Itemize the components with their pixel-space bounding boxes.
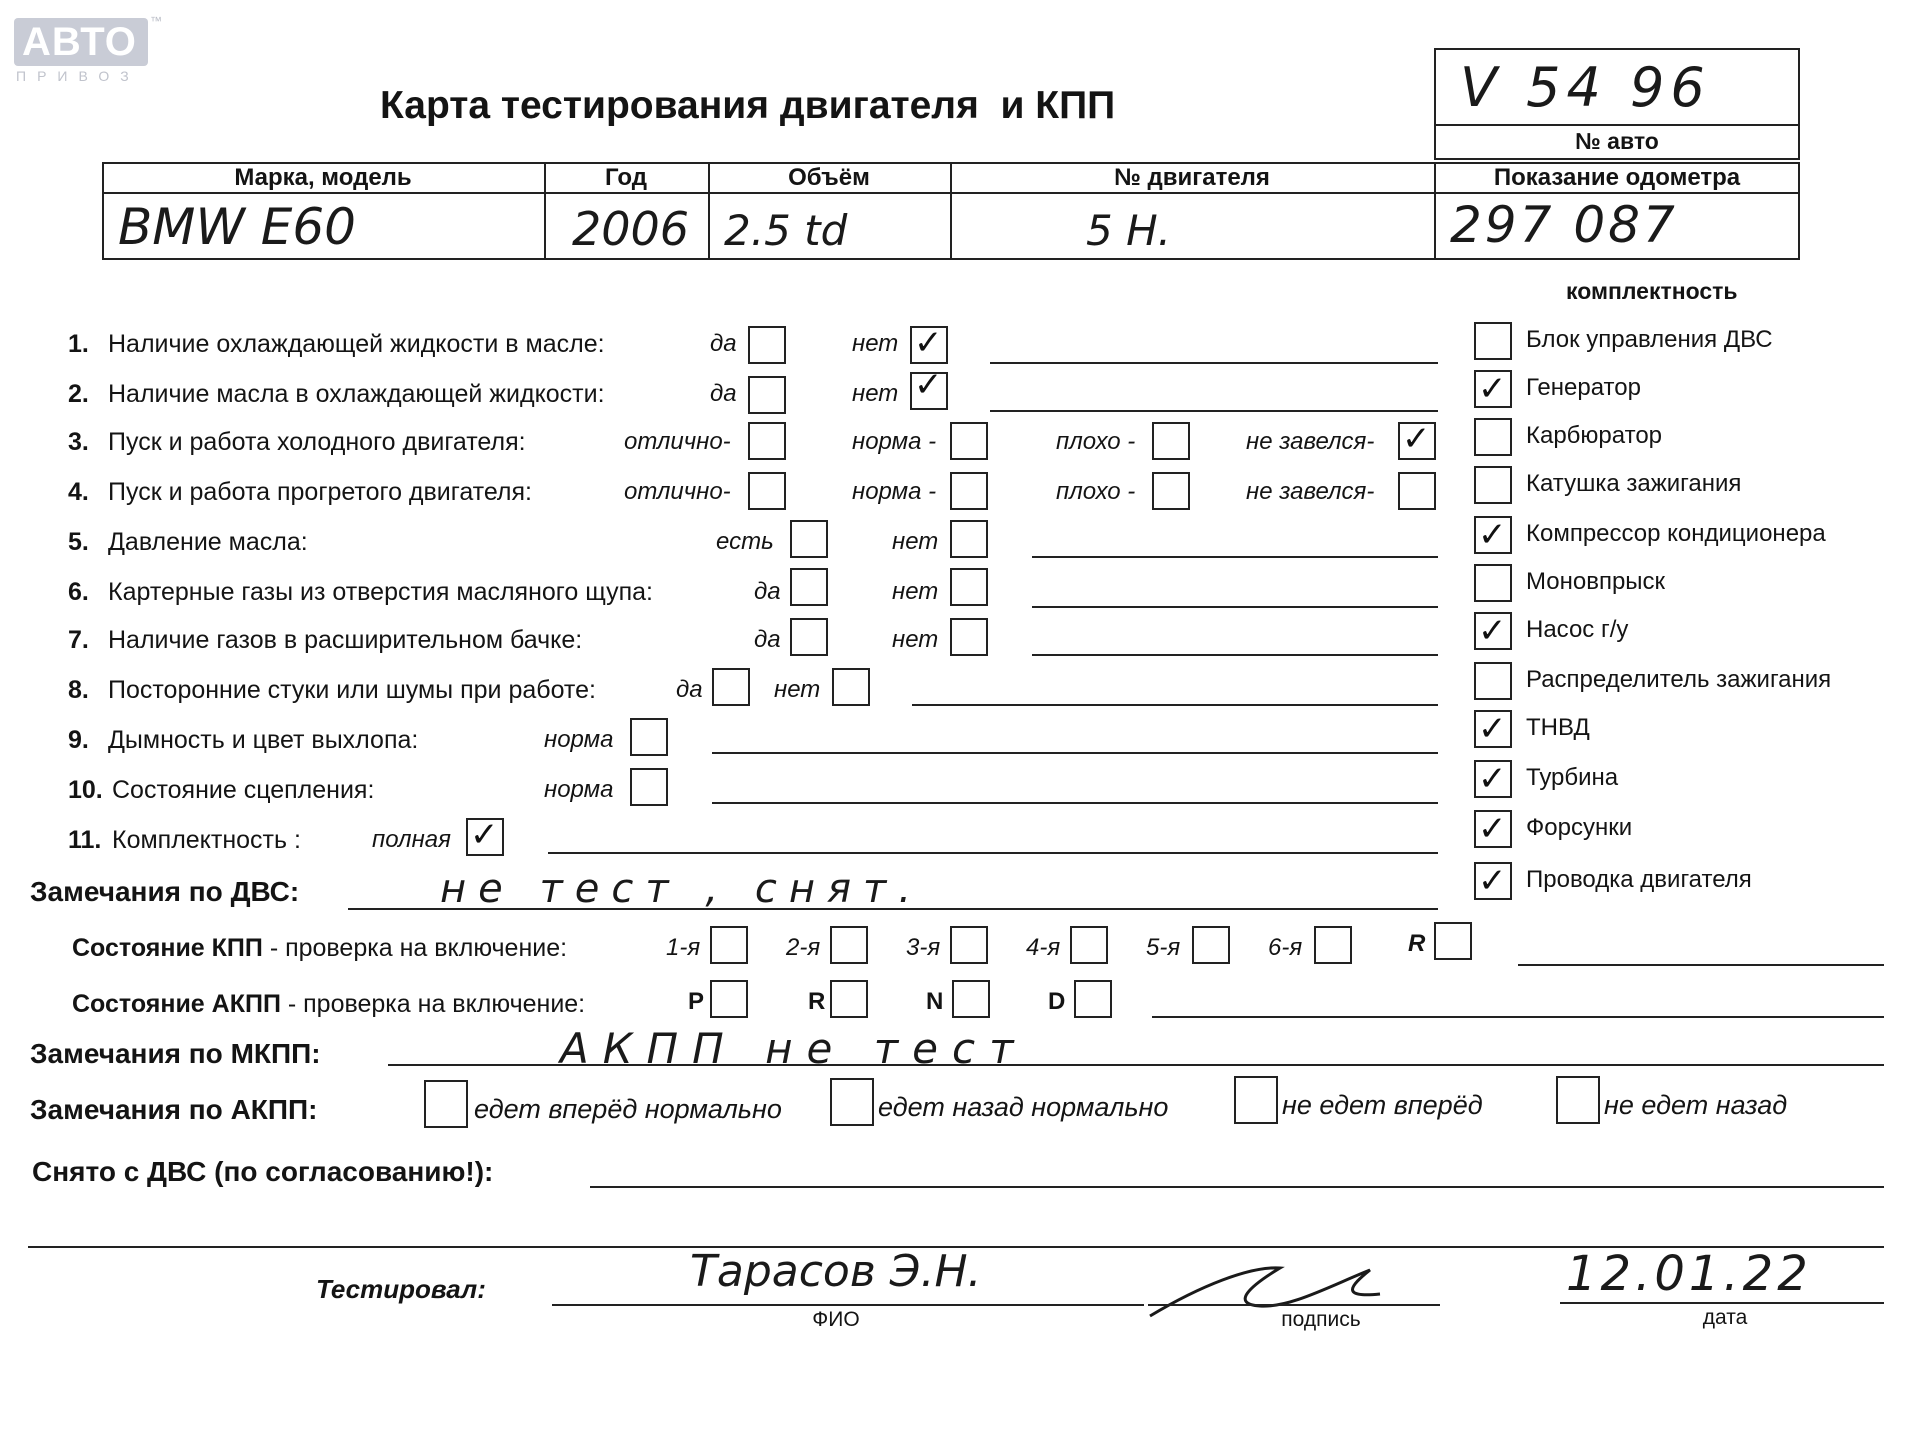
komplekt-item-label: Проводка двигателя bbox=[1526, 866, 1752, 893]
q2-opt-no: нет bbox=[852, 380, 899, 407]
q3-not-started-checkbox[interactable] bbox=[1398, 419, 1436, 460]
q4-bad-checkbox[interactable] bbox=[1152, 472, 1190, 510]
q1-yes-checkbox[interactable] bbox=[748, 326, 786, 364]
date-value: 12.01.22 bbox=[1566, 1246, 1812, 1302]
page-title: Карта тестирования двигателя и КПП bbox=[380, 84, 1116, 127]
check-mark-icon: ✓ bbox=[1478, 369, 1507, 409]
col-header-volume: Объём bbox=[788, 164, 870, 191]
q5-comment-line bbox=[1032, 556, 1438, 558]
q2-text: Наличие масла в охлаждающей жидкости: bbox=[108, 380, 605, 408]
akpp-no-forward-label: не едет вперёд bbox=[1282, 1090, 1483, 1120]
q8-yes-checkbox[interactable] bbox=[712, 668, 750, 706]
komplekt-checkbox-8[interactable] bbox=[1474, 710, 1512, 748]
kpp-gear-3-checkbox[interactable] bbox=[950, 926, 988, 964]
kpp-gear-5: 5-я bbox=[1146, 934, 1181, 961]
q4-opt-normal: норма - bbox=[852, 478, 937, 505]
akpp-mode-d: D bbox=[1048, 988, 1066, 1015]
komplekt-title: комплектность bbox=[1566, 278, 1738, 304]
remarks-mkpp-value: АКПП не тест bbox=[560, 1024, 1028, 1073]
q7-number: 7. bbox=[68, 626, 89, 654]
komplekt-item-label: Моновпрыск bbox=[1526, 568, 1666, 595]
kpp-gear-4-checkbox[interactable] bbox=[1070, 926, 1108, 964]
q6-text: Картерные газы из отверстия масляного щупа: bbox=[108, 578, 653, 606]
komplekt-checkbox-2[interactable] bbox=[1474, 418, 1512, 456]
kpp-suffix: - проверка на включение: bbox=[269, 934, 568, 962]
q10-number: 10. bbox=[68, 776, 103, 804]
removed-label: Снято с ДВС (по согласованию!): bbox=[32, 1156, 494, 1187]
q6-opt-no: нет bbox=[892, 578, 939, 605]
q5-text: Давление масла: bbox=[108, 528, 308, 556]
q2-comment-line bbox=[990, 410, 1438, 412]
col-header-year: Год bbox=[605, 164, 647, 191]
komplekt-item-label: Катушка зажигания bbox=[1526, 470, 1742, 497]
akpp-suffix: - проверка на включение: bbox=[287, 990, 586, 1018]
q11-text: Комплектность : bbox=[112, 826, 301, 854]
q3-opt-bad: плохо - bbox=[1056, 428, 1136, 455]
q1-opt-yes: да bbox=[710, 330, 737, 357]
q6-yes-checkbox[interactable] bbox=[790, 568, 828, 606]
komplekt-item-label: Насос г/у bbox=[1526, 616, 1629, 643]
q5-no-checkbox[interactable] bbox=[950, 520, 988, 558]
q8-opt-yes: да bbox=[676, 676, 703, 703]
akpp-comment-line bbox=[1152, 1016, 1884, 1018]
komplekt-checkbox-6[interactable] bbox=[1474, 612, 1512, 650]
komplekt-checkbox-10[interactable] bbox=[1474, 810, 1512, 848]
kpp-comment-line bbox=[1518, 964, 1884, 966]
check-mark-icon: ✓ bbox=[1402, 419, 1431, 459]
kpp-gear-1: 1-я bbox=[666, 934, 701, 961]
q8-no-checkbox[interactable] bbox=[832, 668, 870, 706]
fio-line bbox=[552, 1304, 1144, 1306]
q11-number: 11. bbox=[68, 826, 102, 854]
q3-opt-normal: норма - bbox=[852, 428, 937, 455]
q4-opt-excellent: отлично- bbox=[624, 478, 731, 505]
q4-opt-bad: плохо - bbox=[1056, 478, 1136, 505]
akpp-back-ok-checkbox[interactable] bbox=[830, 1078, 874, 1126]
komplekt-item-label: Генератор bbox=[1526, 374, 1641, 401]
value-year: 2006 bbox=[572, 202, 690, 256]
remarks-dvs-value: не тест , снят. bbox=[440, 866, 924, 912]
removed-line bbox=[590, 1186, 1884, 1188]
kpp-gear-6: 6-я bbox=[1268, 934, 1303, 961]
q5-opt-no: нет bbox=[892, 528, 939, 555]
date-line bbox=[1560, 1302, 1884, 1304]
remarks-mkpp-label: Замечания по МКПП: bbox=[30, 1038, 321, 1069]
kpp-gear-2: 2-я bbox=[786, 934, 821, 961]
q4-not-started-checkbox[interactable] bbox=[1398, 472, 1436, 510]
q11-comment-line bbox=[548, 852, 1438, 854]
q5-number: 5. bbox=[68, 528, 89, 556]
akpp-no-back-label: не едет назад bbox=[1604, 1090, 1788, 1120]
q6-comment-line bbox=[1032, 606, 1438, 608]
q9-normal-checkbox[interactable] bbox=[630, 718, 668, 756]
value-odometer: 297 087 bbox=[1450, 196, 1678, 254]
kpp-label: Состояние КПП bbox=[72, 934, 263, 962]
q2-opt-yes: да bbox=[710, 380, 737, 407]
col-header-model: Марка, модель bbox=[234, 164, 412, 191]
tested-by-label: Тестировал: bbox=[316, 1274, 486, 1304]
akpp-mode-n-checkbox[interactable] bbox=[952, 980, 990, 1018]
q1-opt-no: нет bbox=[852, 330, 899, 357]
check-mark-icon: ✓ bbox=[1478, 611, 1507, 651]
q8-number: 8. bbox=[68, 676, 89, 704]
q3-opt-excellent: отлично- bbox=[624, 428, 731, 455]
kpp-gear-r: R bbox=[1408, 930, 1426, 957]
q5-yes-checkbox[interactable] bbox=[790, 520, 828, 558]
q3-number: 3. bbox=[68, 428, 89, 456]
akpp-no-forward-checkbox[interactable] bbox=[1234, 1076, 1278, 1124]
kpp-gear-3: 3-я bbox=[906, 934, 941, 961]
komplekt-checkbox-5[interactable] bbox=[1474, 564, 1512, 602]
kpp-label-row bbox=[72, 934, 567, 963]
q11-full-checkbox[interactable] bbox=[466, 815, 504, 856]
kpp-gear-2-checkbox[interactable] bbox=[830, 926, 868, 964]
check-mark-icon: ✓ bbox=[1478, 759, 1507, 799]
q10-opt-normal: норма bbox=[544, 776, 614, 803]
q3-opt-not-started: не завелся- bbox=[1246, 428, 1375, 455]
kpp-gear-r-checkbox[interactable] bbox=[1434, 922, 1472, 960]
q1-text: Наличие охлаждающей жидкости в масле: bbox=[108, 330, 605, 358]
q8-comment-line bbox=[912, 704, 1438, 706]
akpp-label: Состояние АКПП bbox=[72, 990, 281, 1018]
q10-normal-checkbox[interactable] bbox=[630, 768, 668, 806]
q2-yes-checkbox[interactable] bbox=[748, 376, 786, 414]
remarks-mkpp-line bbox=[388, 1064, 1884, 1066]
q9-number: 9. bbox=[68, 726, 89, 754]
komplekt-checkbox-3[interactable] bbox=[1474, 466, 1512, 504]
col-header-odometer: Показание одометра bbox=[1493, 164, 1741, 191]
komplekt-item-label: Блок управления ДВС bbox=[1526, 326, 1773, 353]
q7-opt-yes: да bbox=[754, 626, 781, 653]
q4-opt-not-started: не завелся- bbox=[1246, 478, 1375, 505]
q7-comment-line bbox=[1032, 654, 1438, 656]
komplekt-checkbox-1[interactable] bbox=[1474, 370, 1512, 408]
q10-comment-line bbox=[712, 802, 1438, 804]
q7-yes-checkbox[interactable] bbox=[790, 618, 828, 656]
q2-no-checkbox[interactable] bbox=[910, 365, 948, 410]
komplekt-item-label: Турбина bbox=[1526, 764, 1619, 791]
komplekt-checkbox-7[interactable] bbox=[1474, 662, 1512, 700]
akpp-mode-r-checkbox[interactable] bbox=[830, 980, 868, 1018]
kpp-gear-5-checkbox[interactable] bbox=[1192, 926, 1230, 964]
check-mark-icon: ✓ bbox=[1478, 515, 1507, 555]
q8-text: Посторонние стуки или шумы при работе: bbox=[108, 676, 596, 704]
value-model: BMW E60 bbox=[118, 198, 356, 256]
q11-opt-full: полная bbox=[372, 826, 451, 853]
q3-text: Пуск и работа холодного двигателя: bbox=[108, 428, 526, 456]
komplekt-checkbox-4[interactable] bbox=[1474, 516, 1512, 554]
value-engine-no: 5 H. bbox=[1086, 206, 1172, 255]
check-mark-icon: ✓ bbox=[470, 815, 499, 855]
akpp-no-back-checkbox[interactable] bbox=[1556, 1076, 1600, 1124]
akpp-mode-r: R bbox=[808, 988, 826, 1015]
check-mark-icon: ✓ bbox=[1478, 861, 1507, 901]
q8-opt-no: нет bbox=[774, 676, 821, 703]
q9-comment-line bbox=[712, 752, 1438, 754]
komplekt-item-label: Форсунки bbox=[1526, 814, 1633, 841]
q7-opt-no: нет bbox=[892, 626, 939, 653]
kpp-gear-6-checkbox[interactable] bbox=[1314, 926, 1352, 964]
komplekt-checkbox-0[interactable] bbox=[1474, 322, 1512, 360]
q4-normal-checkbox[interactable] bbox=[950, 472, 988, 510]
q9-text: Дымность и цвет выхлопа: bbox=[108, 726, 419, 754]
q3-bad-checkbox[interactable] bbox=[1152, 422, 1190, 460]
tester-name-value: Тарасов Э.Н. bbox=[690, 1246, 982, 1297]
car-number-label: № авто bbox=[1575, 128, 1659, 154]
q4-number: 4. bbox=[68, 478, 89, 506]
remarks-dvs-line bbox=[348, 908, 1438, 910]
logo-sub: ПРИВОЗ bbox=[16, 68, 140, 84]
akpp-forward-ok-label: едет вперёд нормально bbox=[474, 1094, 782, 1124]
akpp-mode-d-checkbox[interactable] bbox=[1074, 980, 1112, 1018]
komplekt-checkbox-9[interactable] bbox=[1474, 760, 1512, 798]
check-mark-icon: ✓ bbox=[914, 323, 943, 363]
q6-number: 6. bbox=[68, 578, 89, 606]
logo bbox=[14, 18, 148, 66]
q7-text: Наличие газов в расширительном бачке: bbox=[108, 626, 583, 654]
akpp-mode-p-checkbox[interactable] bbox=[710, 980, 748, 1018]
q9-opt-normal: норма bbox=[544, 726, 614, 753]
date-label: дата bbox=[1702, 1306, 1748, 1329]
signature-line bbox=[1148, 1304, 1440, 1306]
akpp-mode-p: P bbox=[688, 988, 705, 1015]
kpp-gear-1-checkbox[interactable] bbox=[710, 926, 748, 964]
q1-no-checkbox[interactable] bbox=[910, 323, 948, 364]
car-number-value: V 54 96 bbox=[1460, 56, 1711, 119]
q6-opt-yes: да bbox=[754, 578, 781, 605]
komplekt-item-label: Распределитель зажигания bbox=[1526, 666, 1832, 693]
q3-excellent-checkbox[interactable] bbox=[748, 422, 786, 460]
q10-text: Состояние сцепления: bbox=[112, 776, 375, 804]
check-mark-icon: ✓ bbox=[1478, 809, 1507, 849]
komplekt-item-label: Карбюратор bbox=[1526, 422, 1663, 449]
akpp-mode-n: N bbox=[926, 988, 944, 1015]
q4-text: Пуск и работа прогретого двигателя: bbox=[108, 478, 532, 506]
q7-no-checkbox[interactable] bbox=[950, 618, 988, 656]
fio-label: ФИО bbox=[812, 1308, 860, 1331]
akpp-forward-ok-checkbox[interactable] bbox=[424, 1080, 468, 1128]
komplekt-item-label: ТНВД bbox=[1526, 714, 1590, 741]
komplekt-checkbox-11[interactable] bbox=[1474, 862, 1512, 900]
signature-label: подпись bbox=[1281, 1308, 1361, 1331]
value-volume: 2.5 td bbox=[724, 206, 848, 255]
logo-main: АВТО bbox=[22, 20, 137, 64]
q3-normal-checkbox[interactable] bbox=[950, 422, 988, 460]
check-mark-icon: ✓ bbox=[1478, 709, 1507, 749]
q1-number: 1. bbox=[68, 330, 89, 358]
check-mark-icon: ✓ bbox=[914, 365, 943, 405]
kpp-gear-4: 4-я bbox=[1026, 934, 1061, 961]
logo-tm: ™ bbox=[150, 14, 162, 28]
q5-opt-yes: есть bbox=[716, 528, 774, 555]
q1-comment-line bbox=[990, 362, 1438, 364]
q2-number: 2. bbox=[68, 380, 89, 408]
q4-excellent-checkbox[interactable] bbox=[748, 472, 786, 510]
col-header-engine-no: № двигателя bbox=[1114, 164, 1270, 191]
komplekt-item-label: Компрессор кондиционера bbox=[1526, 520, 1826, 547]
remarks-dvs-label: Замечания по ДВС: bbox=[30, 876, 300, 907]
akpp-label-row bbox=[72, 990, 585, 1019]
akpp-back-ok-label: едет назад нормально bbox=[878, 1092, 1169, 1122]
q6-no-checkbox[interactable] bbox=[950, 568, 988, 606]
remarks-akpp-label: Замечания по АКПП: bbox=[30, 1094, 318, 1125]
